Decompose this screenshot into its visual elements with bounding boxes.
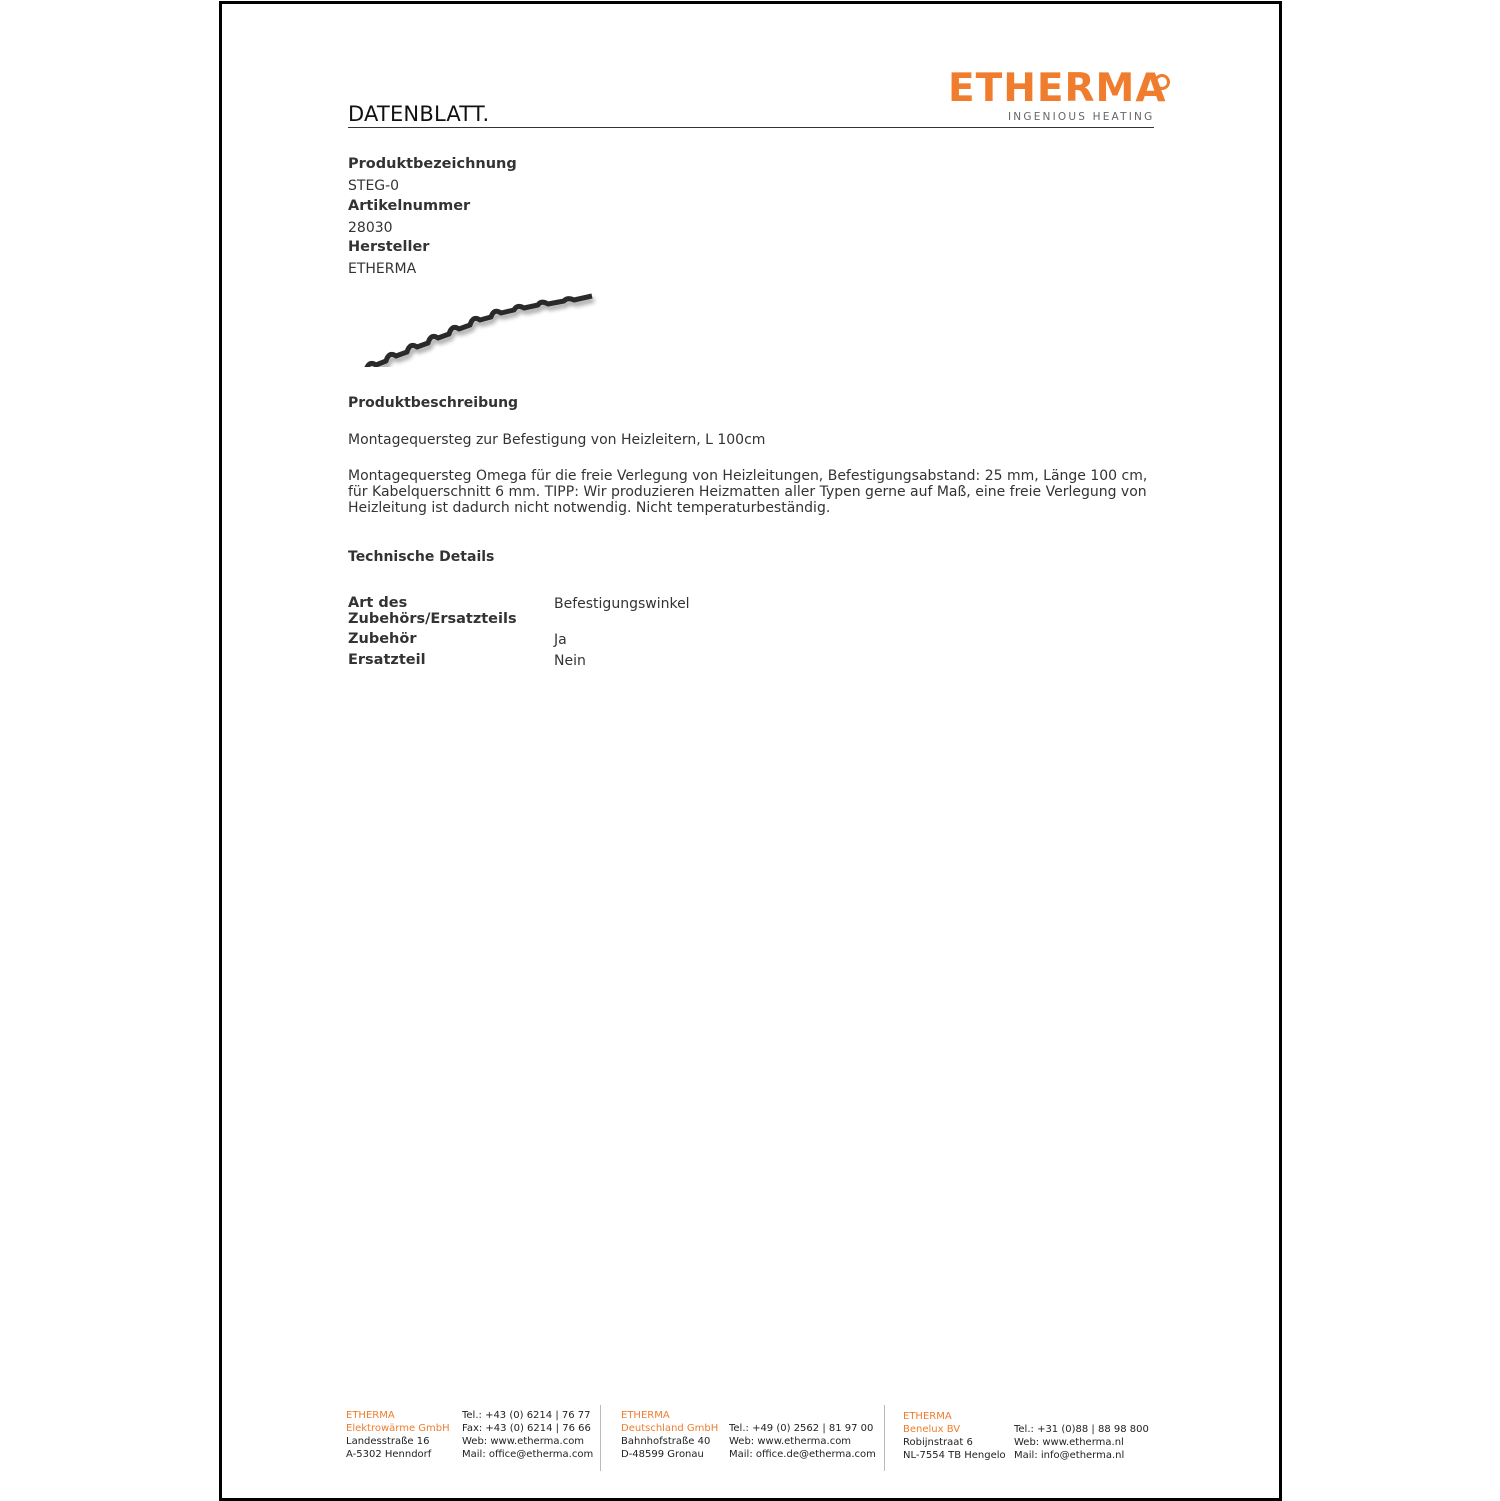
footer-address-austria [346,1409,450,1461]
detail-label-accessory: Zubehör [348,631,417,647]
footer-divider [600,1405,601,1471]
footer-address-germany [621,1409,718,1461]
etherma-logo [948,66,1178,130]
footer-contact-germany [729,1422,876,1461]
manufacturer-label: Hersteller [348,239,430,255]
detail-label-type: Art des Zubehörs/Ersatzteils [348,595,517,627]
footer-mail: Mail: office@etherma.com [462,1449,594,1460]
technical-details-heading: Technische Details [348,549,495,565]
footer-street: Landesstraße 16 [346,1436,430,1447]
product-name-label: Produktbezeichnung [348,156,517,172]
footer-tel: Tel.: +43 (0) 6214 | 76 77 [462,1410,591,1421]
manufacturer-value: ETHERMA [348,261,417,277]
footer-company-sub: Elektrowärme GmbH [346,1423,450,1434]
logo-tagline: INGENIOUS HEATING [1008,111,1155,123]
footer-mail: Mail: office.de@etherma.com [729,1449,876,1460]
footer-address-benelux [903,1410,1006,1462]
product-name-value: STEG-0 [348,178,400,194]
footer-web: Web: www.etherma.nl [1014,1437,1124,1448]
footer-city: NL-7554 TB Hengelo [903,1450,1006,1461]
footer-company: ETHERMA [621,1410,670,1421]
product-image [352,292,602,367]
description-short: Montagequersteg zur Befestigung von Heizleitern, L 100cm [348,432,766,448]
footer-street: Bahnhofstraße 40 [621,1436,711,1447]
footer-fax: Fax: +43 (0) 6214 | 76 66 [462,1423,591,1434]
detail-value-accessory: Ja [554,632,567,648]
detail-label-spare-part: Ersatzteil [348,652,426,668]
description-heading: Produktbeschreibung [348,395,519,411]
article-number-value: 28030 [348,220,393,236]
footer-company-sub: Deutschland GmbH [621,1423,719,1434]
footer-company-sub: Benelux BV [903,1424,961,1435]
article-number-label: Artikelnummer [348,198,471,214]
detail-value-spare-part: Nein [554,653,586,669]
footer-tel: Tel.: +49 (0) 2562 | 81 97 00 [729,1423,874,1434]
document-title: DATENBLATT. [348,102,490,126]
footer-street: Robijnstraat 6 [903,1437,973,1448]
footer-contact-austria [462,1409,593,1461]
footer-contact-benelux [1014,1423,1149,1462]
footer-tel: Tel.: +31 (0)88 | 88 98 800 [1014,1424,1149,1435]
detail-value-type: Befestigungswinkel [554,596,690,612]
logo-wordmark: ETHERMA [948,66,1167,111]
footer-company: ETHERMA [903,1411,952,1422]
footer-city: A-5302 Henndorf [346,1449,432,1460]
footer-web: Web: www.etherma.com [729,1436,852,1447]
footer-company: ETHERMA [346,1410,395,1421]
logo-degree-icon [1154,74,1170,90]
footer-divider [884,1405,885,1471]
footer-city: D-48599 Gronau [621,1449,704,1460]
footer-mail: Mail: info@etherma.nl [1014,1450,1125,1461]
footer-web: Web: www.etherma.com [462,1436,585,1447]
mounting-rail-shape [358,296,592,367]
description-long: Montagequersteg Omega für die freie Verlegung von Heizleitungen, Befestigungsabstand: 25 mm, Länge 100 cm, für Kabelquerschnitt 6 mm. TIPP: Wir produzieren Heizmatten aller Typen gerne auf Maß, eine freie Verlegung von Heizleitung ist dadurch nicht notwendig. Nicht temperaturbeständig. [348,468,1148,516]
